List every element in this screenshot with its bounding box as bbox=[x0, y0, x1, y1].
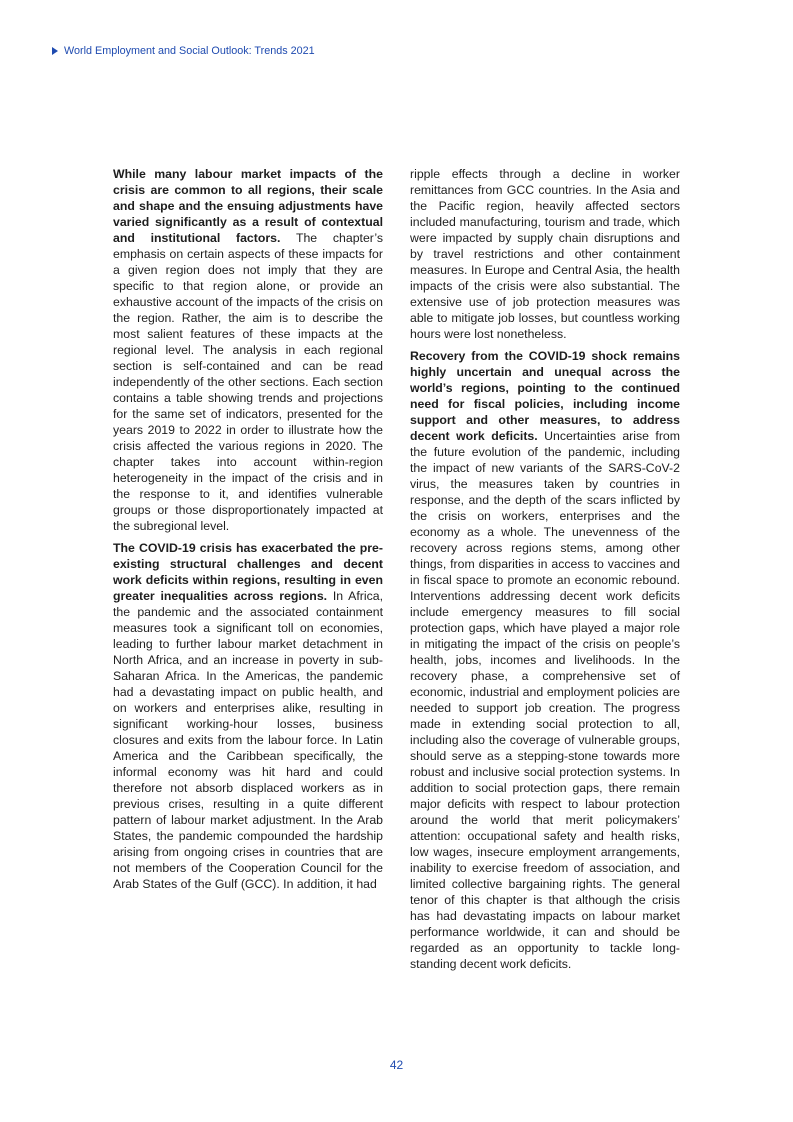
paragraph-2 bbox=[113, 540, 383, 892]
triangle-right-icon bbox=[52, 47, 58, 55]
paragraph-1-lead: While many labour market impacts of the crisis are common to all regions, their scale and shape and the ensuing adjustments have varied significantly as a result of contextual and institutional factors. bbox=[113, 167, 383, 245]
paragraph-1 bbox=[113, 166, 383, 534]
paragraph-3 bbox=[410, 348, 680, 972]
left-column bbox=[113, 166, 383, 898]
paragraph-2-body: In Africa, the pandemic and the associated containment measures took a significant toll on economies, leading to further labour market detachment in North Africa, and an increase in poverty in sub-Saharan Africa. In the Americas, the pandemic had a devastating impact on public health, and on workers and enterprises alike, resulting in significant working-hour losses, business closures and exits from the labour force. In Latin America and the Caribbean specifically, the informal economy was hit hard and could therefore not absorb displaced workers as in previous crises, resulting in a quite different pattern of labour market adjustment. In the Arab States, the pandemic compounded the hardship arising from ongoing crises in countries that are not members of the Cooperation Council for the Arab States of the Gulf (GCC). In addition, it had bbox=[113, 589, 383, 891]
paragraph-2-continued: ripple effects through a decline in worker remittances from GCC countries. In the Asia and the Pacific region, heavily affected sectors included manufacturing, tourism and trade, which were impacted by supply chain disruptions and by travel restrictions and other containment measures. In Europe and Central Asia, the health impacts of the crisis were also substantial. The extensive use of job protection measures was able to mitigate job losses, but countless working hours were lost nonetheless. bbox=[410, 167, 680, 341]
header-title: World Employment and Social Outlook: Trends 2021 bbox=[64, 45, 315, 57]
paragraph-1-body: The chapter’s emphasis on certain aspects of these impacts for a given region does not imply that they are specific to that region alone, or provide an exhaustive account of the impacts of the crisis on the region. Rather, the aim is to describe the most salient features of these impacts at the regional level. The analysis in each regional section is self-contained and can be read independently of the other sections. Each section contains a table showing trends and projections for the same set of indicators, presented for the years 2019 to 2022 in order to illustrate how the crisis affected the various regions in 2020. The chapter takes into account within-region heterogeneity in the impact of the crisis and in the response to it, and identifies vulnerable groups or those disproportionately impacted at the subregional level. bbox=[113, 231, 384, 533]
paragraph-3-body: Uncertainties arise from the future evolution of the pandemic, including the impact of new variants of the SARS-CoV-2 virus, the measures taken by countries in response, and the depth of the scars inflicted by the crisis on workers, enterprises and the economy as a whole. The unevenness of the recovery across regions stems, among other things, from disparities in access to vaccines and in fiscal space to promote an economic rebound. Interventions addressing decent work deficits include emergency measures to fill social protection gaps, which have played a major role in mitigating the impact of the crisis on people’s health, jobs, incomes and livelihoods. In the recovery phase, a comprehensive set of economic, industrial and employment policies are needed to support job creation. The progress made in extending social protection to all, including also the coverage of vulnerable groups, should serve as a stepping-stone towards more robust and inclusive social protection systems. In addition to social protection gaps, there remain major deficits with respect to labour protection around the world that merit policymakers’ attention: occupational safety and health risks, low wages, insecure employment arrangements, inability to exercise freedom of association, and limited collective bargaining rights. The general tenor of this chapter is that although the crisis has had devastating impacts on labour market performance worldwide, it can and should be regarded as an opportunity to tackle long-standing decent work deficits. bbox=[410, 429, 681, 971]
running-header bbox=[52, 45, 315, 57]
paragraph-3-lead: Recovery from the COVID-19 shock remains highly uncertain and unequal across the world’s regions, pointing to the continued need for fiscal policies, including income support and other measures, to address decent work deficits. bbox=[410, 349, 680, 443]
paragraph-2-lead: The COVID-19 crisis has exacerbated the pre-existing structural challenges and decent work deficits within regions, resulting in even greater inequalities across regions. bbox=[113, 541, 383, 603]
page-number: 42 bbox=[389, 1058, 404, 1072]
right-column bbox=[410, 166, 680, 978]
